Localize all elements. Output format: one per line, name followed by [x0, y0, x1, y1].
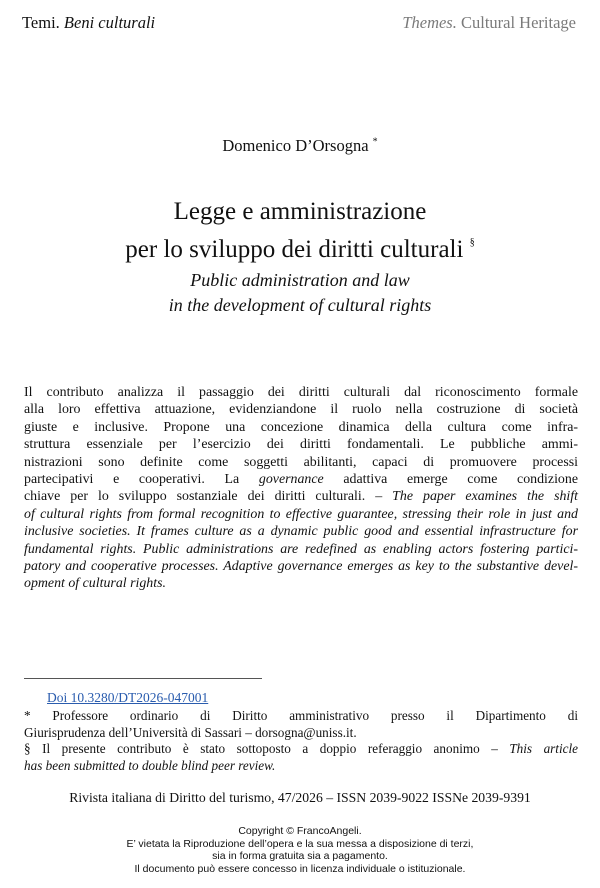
abstract [24, 384, 578, 593]
copyright-notice [0, 825, 600, 875]
copyright-line: Il documento può essere concesso in licenza individuale o istituzionale. [134, 862, 466, 875]
abstract-english-start: The paper examines the shift [392, 489, 578, 505]
footnote-line: has been submitted to double blind peer review. [24, 758, 276, 774]
footnote-separator [24, 678, 262, 679]
copyright-line: Copyright © FrancoAngeli. [238, 825, 362, 837]
abstract-line: nistrazioni sono definite come soggetti abilitanti, capaci di promuovere processi [24, 454, 578, 470]
copyright-line: E’ vietata la Riproduzione dell’opera e la sua messa a disposizione di terzi, [126, 837, 474, 850]
abstract-line: patory and cooperative processes. Adaptive governance emerges as key to the substantive devel- [24, 559, 578, 575]
footnote-text: § Il presente contributo è stato sottoposto a doppio referaggio anonimo – [24, 741, 498, 757]
subtitle-line-1: Public administration and law [190, 270, 410, 290]
title-line-1: Legge e amministrazione [173, 198, 427, 225]
abstract-line: inclusive societies. It frames culture as a dynamic public good and essential infrastructure for [24, 524, 578, 540]
subtitle-line-2: in the development of cultural rights [168, 295, 432, 315]
abstract-line [24, 488, 578, 505]
running-head-right [402, 13, 576, 33]
author-footnote-mark: * [372, 136, 378, 148]
author-line [0, 136, 600, 156]
footnote-line [24, 741, 578, 758]
abstract-line: alla loro effettiva attuazione, evidenziandone il ruolo nella costruzione di società [24, 402, 578, 418]
title-line-2 [0, 227, 600, 265]
abstract-line: opment of cultural rights. [24, 576, 166, 592]
footnote-line: Giurisprudenza dell’Università di Sassari – dorsogna@uniss.it. [24, 724, 357, 740]
abstract-line: struttura essenziale per l’esercizio dei diritti fondamentali. Le pubbliche ammi- [24, 437, 578, 453]
abstract-text: adattiva emerge come condizione [343, 472, 578, 488]
journal-citation: Rivista italiana di Diritto del turismo, 47/2026 – ISSN 2039-9022 ISSNe 2039-9391 [69, 790, 531, 805]
abstract-line: Il contributo analizza il passaggio dei diritti culturali dal riconoscimento formale [24, 385, 578, 400]
running-head-topic-en: Cultural Heritage [460, 13, 576, 32]
title-line-2-text: per lo sviluppo dei diritti culturali [125, 236, 464, 263]
abstract-line: of cultural rights from formal recognition to effective guarantee, stressing their role in just and [24, 506, 578, 522]
title-footnote-mark: § [469, 237, 475, 248]
footnotes [24, 708, 578, 775]
abstract-term-governance: governance [258, 472, 324, 488]
article-subtitle [0, 268, 600, 318]
doi-link[interactable]: Doi 10.3280/DT2026-047001 [47, 690, 209, 705]
abstract-text: partecipativi e cooperativi. La [24, 472, 240, 488]
running-head-themes: Themes. [402, 13, 457, 32]
running-head-section: Temi. [22, 13, 60, 32]
running-head-left [22, 13, 155, 33]
abstract-line: giuste e inclusive. Propone una concezione dinamica della cultura come infra- [24, 419, 578, 435]
abstract-text: chiave per lo sviluppo sostanziale dei diritti culturali. – [24, 489, 383, 505]
running-head-topic: Beni culturali [63, 13, 156, 32]
copyright-line: sia in forma gratuita sia a pagamento. [212, 850, 388, 863]
article-title [0, 196, 600, 265]
footnote-line: * Professore ordinario di Diritto amministrativo presso il Dipartimento di [24, 708, 578, 723]
abstract-line: fundamental rights. Public administrations are redefined as enabling actors fostering partici- [24, 541, 578, 557]
footnote-english: This article [509, 741, 579, 757]
abstract-line [24, 471, 578, 488]
author-name: Domenico D’Orsogna [222, 136, 369, 155]
